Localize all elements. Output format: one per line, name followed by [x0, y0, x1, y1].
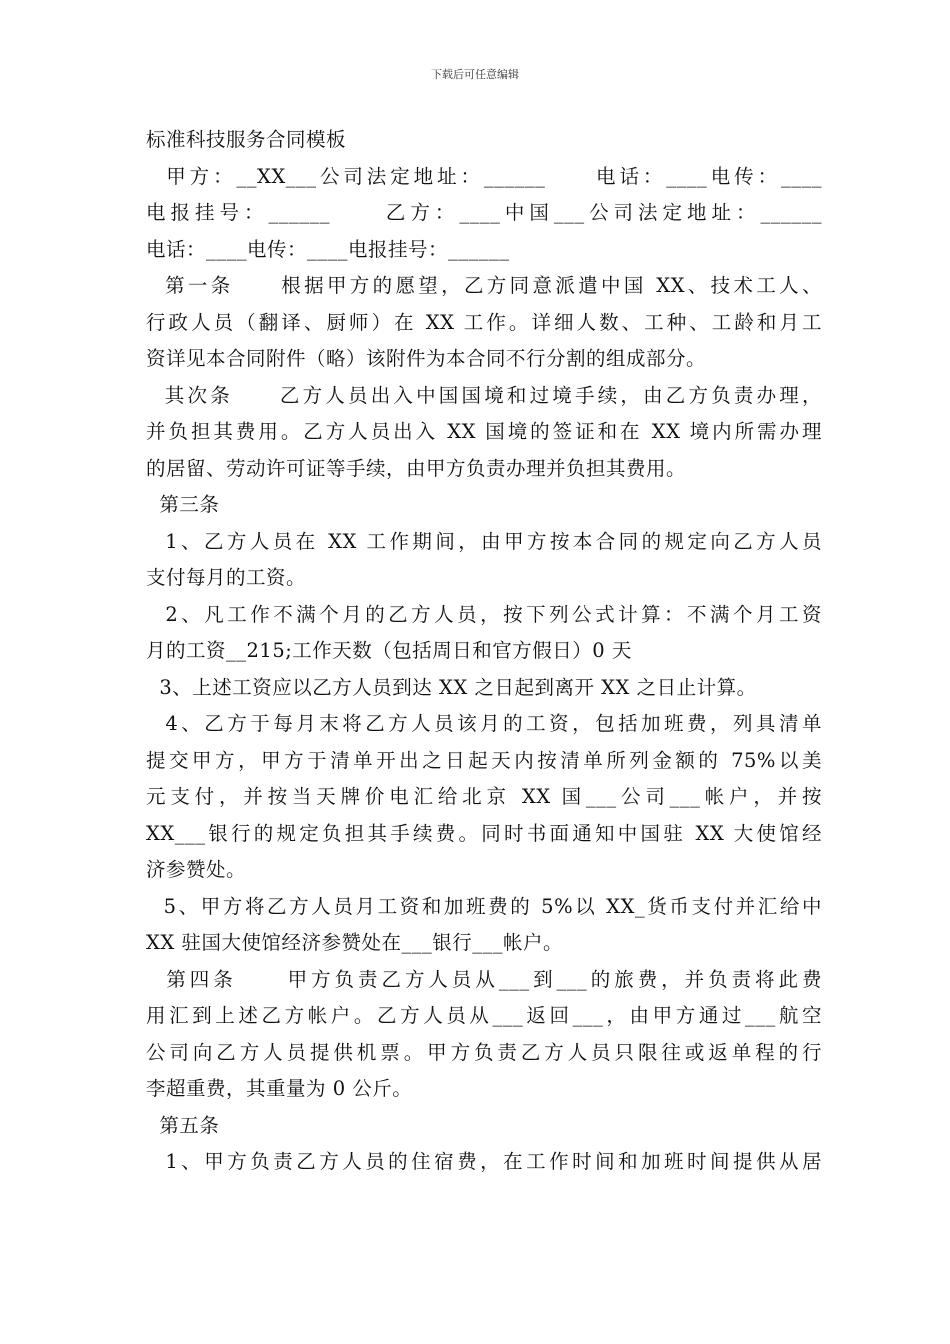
- text-line: XX___银行的规定负担其手续费。同时书面通知中国驻 XX 大使馆经: [146, 821, 822, 845]
- text-line: 并负担其费用。乙方人员出入 XX 国境的签证和在 XX 境内所需办理: [146, 420, 822, 443]
- text-line: 月的工资__215;工作天数（包括周日和官方假日）0 天: [146, 639, 632, 662]
- text-line: 第五条: [146, 1113, 220, 1137]
- text-line: 资详见本合同附件（略）该附件为本合同不行分割的组成部分。: [146, 347, 707, 370]
- text-line: 元支付，并按当天牌价电汇给北京 XX 国___公司___帐户，并按: [146, 785, 822, 808]
- text-line: 2、凡工作不满个月的乙方人员，按下列公式计算：不满个月工资: [146, 602, 822, 626]
- text-line: 李超重费，其重量为 0 公斤。: [146, 1077, 413, 1100]
- text-line: 的居留、劳动许可证等手续，由甲方负责办理并负担其费用。: [146, 456, 687, 480]
- text-line: 第四条 甲方负责乙方人员从___到___的旅费，并负责将此费: [146, 967, 822, 991]
- text-line: 第三条: [146, 493, 220, 516]
- text-line: 电话：____电传：____电报挂号：______: [146, 237, 510, 261]
- text-line: 提交甲方，甲方于清单开出之日起天内按清单所列金额的 75%以美: [146, 748, 822, 772]
- text-line: 其次条 乙方人员出入中国国境和过境手续，由乙方负责办理，: [146, 383, 822, 407]
- text-line: XX 驻国大使馆经济参赞处在___银行___帐户。: [146, 931, 563, 954]
- text-line: 甲方：__XX___公司法定地址：______ 电话：____电传：____: [146, 164, 822, 188]
- text-line: 5、甲方将乙方人员月工资和加班费的 5%以 XX_货币支付并汇给中: [146, 894, 822, 918]
- page-header: 下载后可任意编辑: [431, 68, 519, 81]
- contract-body: [146, 122, 822, 1181]
- text-line: 电报挂号：______ 乙方：____中国___公司法定地址：______: [146, 201, 822, 224]
- text-line: 第一条 根据甲方的愿望，乙方同意派遣中国 XX、技术工人、: [146, 274, 822, 297]
- text-line: 用汇到上述乙方帐户。乙方人员从___返回___，由甲方通过___航空: [146, 1004, 822, 1027]
- text-line: 1、甲方负责乙方人员的住宿费，在工作时间和加班时间提供从居: [146, 1150, 822, 1173]
- text-line: 支付每月的工资。: [146, 566, 307, 589]
- text-line: 3、上述工资应以乙方人员到达 XX 之日起到离开 XX 之日止计算。: [146, 675, 757, 699]
- text-line: 4、乙方于每月末将乙方人员该月的工资，包括加班费，列具清单: [146, 712, 822, 735]
- text-line: 济参赞处。: [146, 858, 247, 881]
- text-line: 1、乙方人员在 XX 工作期间，由甲方按本合同的规定向乙方人员: [146, 529, 822, 553]
- text-line: 公司向乙方人员提供机票。甲方负责乙方人员只限往或返单程的行: [146, 1040, 822, 1064]
- text-line: 行政人员（翻译、厨师）在 XX 工作。详细人数、工种、工龄和月工: [146, 310, 822, 334]
- document-title: 标准科技服务合同模板: [146, 128, 347, 151]
